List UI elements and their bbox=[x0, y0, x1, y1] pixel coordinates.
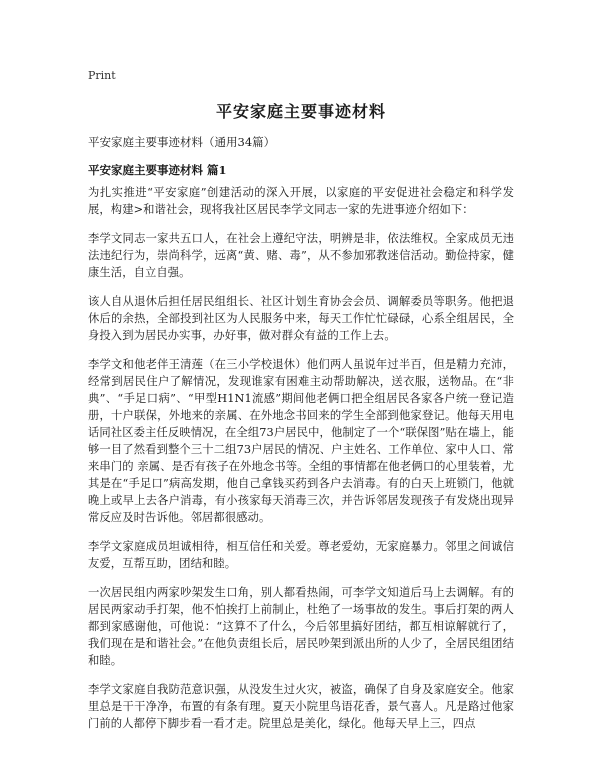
page-title: 平安家庭主要事迹材料 bbox=[215, 102, 386, 121]
paragraph: 该人自从退休后担任居民组组长、社区计划生育协会会员、调解委员等职务。他把退休后的余热，全部投到社区为人民服务中来，每天工作忙忙碌碌，心系全组居民，全身投入到为居民办实事，办好事，做对群众有益的工作上去。 bbox=[88, 295, 514, 342]
document-subtitle: 平安家庭主要事迹材料（通用34篇） bbox=[88, 135, 276, 149]
paragraph: 为扎实推进“平安家庭”创建活动的深入开展，以家庭的平安促进社会稳定和科学发展，构建>和谐社会，现将我社区居民李学文同志一家的先进事迹介绍如下： bbox=[88, 186, 514, 216]
paragraph: 李学文家庭自我防范意识强，从没发生过火灾，被盗，确保了自身及家庭安全。他家里总是干干净净，布置的有条有理。夏天小院里鸟语花香，景气喜人。凡是路过他家门前的人都停下脚步看一看才走。院里总是美化，绿化。他每天早上三，四点 bbox=[88, 683, 514, 730]
paragraph: 李学文和他老伴王清莲（在三小学校退休）他们两人虽说年过半百，但是精力充沛，经常到居民住户了解情况，发现谁家有困难主动帮助解决，送衣服，送物品。在“非典”、“手足口病”、“甲型H1N1流感”期间他老俩口把全组居民各家各户统一登记造册，十户联保，外地来的亲属、在外地念书回来的学生全部到他家登记。他每天用电话同社区委主任反映情况，在全组73户居民中，他制定了一个“联保图”贴在墙上，能够一目了然看到整个三十二组73户居民的情况、户主姓名、工作单位、家中人口、常来串门的 亲属、是否有孩子在外地念书等。全组的事情都在他老俩口的心里装着，尤其是在“手足口”病高发期，他自己拿钱买药到各户去消毒。有的白天上班锁门，他就晚上或早上去各户消毒，有小孩家每天消毒三次，并告诉邻居发现孩子有发烧出现异常反应及时告诉他。邻居都很感动。 bbox=[88, 358, 514, 524]
print-link[interactable]: Print bbox=[88, 69, 116, 82]
document-body bbox=[88, 184, 514, 744]
section-heading: 平安家庭主要事迹材料 篇1 bbox=[88, 163, 227, 177]
paragraph: 李学文同志一家共五口人，在社会上遵纪守法，明辨是非，依法维权。全家成员无违法违纪行为，崇尚科学，远离“黄、赌、毒”，从不参加邪教迷信活动。勤俭持家，健康生活，自立自强。 bbox=[88, 232, 514, 279]
paragraph: 一次居民组内两家吵架发生口角，别人都看热闹，可李学文知道后马上去调解。有的居民两家动手打架，他不怕挨打上前制止，杜绝了一场事故的发生。事后打架的两人都到家感谢他，可他说：“这算不了什么，今后邻里搞好团结，都互相谅解就行了，我们现在是和谐社会。”在他负责组长后，居民吵架到派出所的人少了，全居民组团结和睦。 bbox=[88, 586, 514, 667]
paragraph: 李学文家庭成员坦诚相待，相互信任和关爱。尊老爱幼，无家庭暴力。邻里之间诚信友爱，互帮互助，团结和睦。 bbox=[88, 540, 514, 570]
